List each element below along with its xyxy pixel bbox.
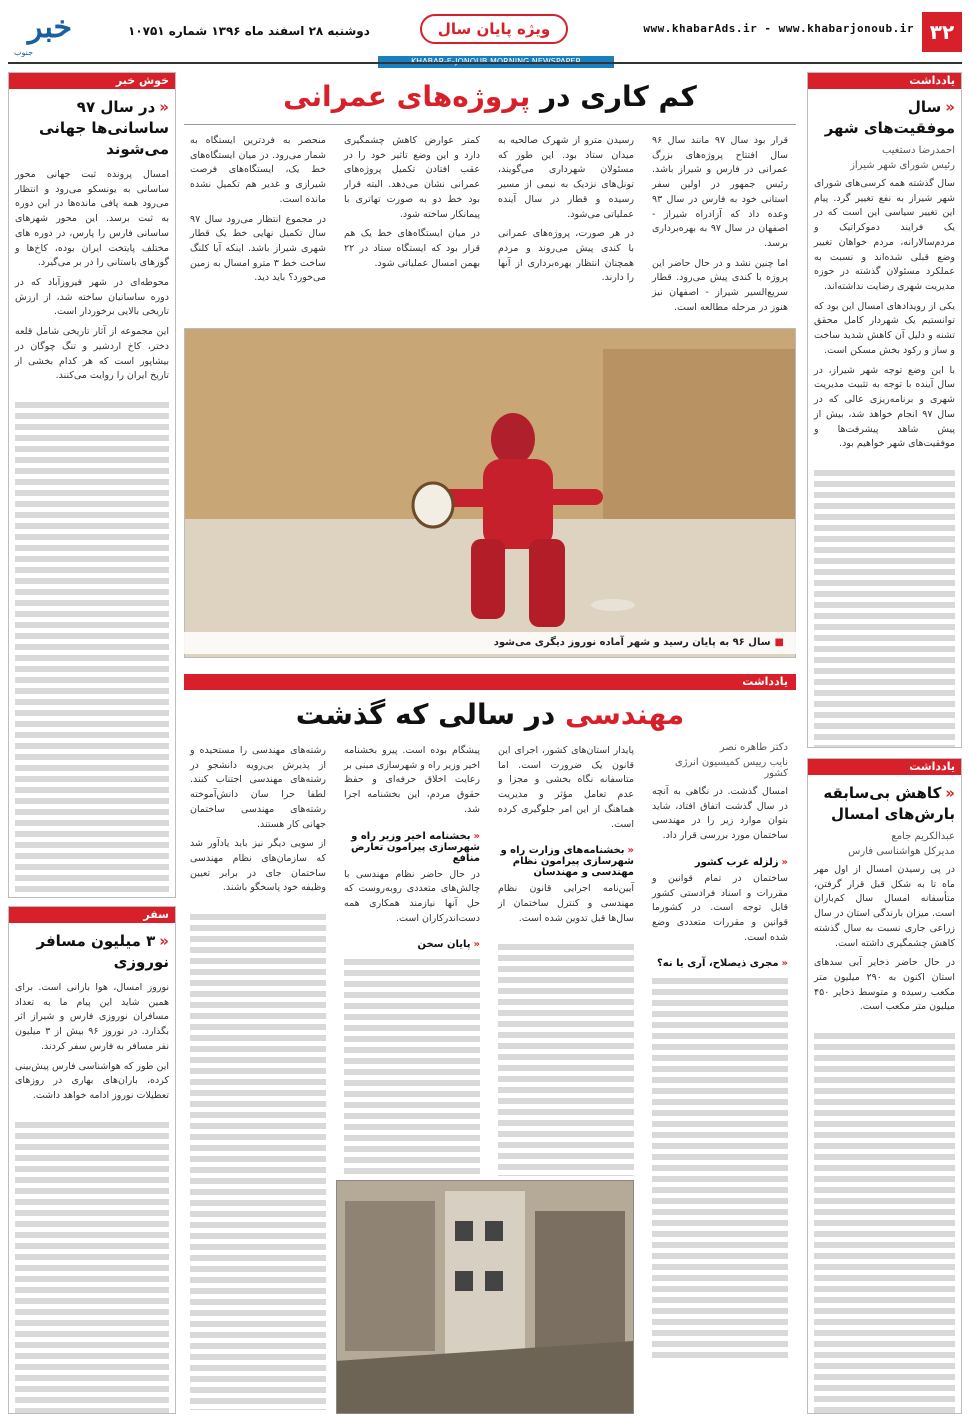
- left-column: [8, 72, 176, 898]
- subhead: [646, 954, 794, 969]
- masthead: [8, 8, 962, 68]
- paragraph: در پی رسیدن امسال از اول مهر ماه تا به شکل قبل قرار گرفتن، متأسفانه امسال سال کم‌باران است. میزان بارندگی استان در سال زراعی جاری نسبت به سال گذشته کاهش چشمگیری داشته است.: [814, 864, 955, 949]
- text-filler: [9, 393, 175, 898]
- paragraph: سال گذشته همه کرسی‌های شورای شهر شیراز به نفع تغییر گرد. پیام این تغییر سیاسی این است که در یک فرایند دموکراتیک و مردم‌سالارانه، مردم خواهان تغییر وضع قبلی شده‌اند و نسبت به عملکرد مسئولان گذشته در حوزه مدیریت شهری رضایت نداشته‌اند.: [814, 178, 955, 293]
- subhead-text: مجری ذیصلاح، آری یا نه؟: [657, 958, 779, 970]
- main-headline: [184, 80, 796, 113]
- main-photo: [184, 328, 796, 658]
- text-filler: [808, 1024, 961, 1414]
- second-author-name: دکتر طاهره نصر: [719, 742, 788, 753]
- paragraph: از سویی دیگر نیز باید یادآور شد که سازمان‌های نظام مهندسی ساختمان جای در برابر تعیین وظیفه خود پاسخگو باشند.: [190, 838, 326, 894]
- second-author-role: نایب رییس کمیسیون انرژی کشور: [674, 757, 788, 779]
- second-article-col-1: [646, 740, 794, 1410]
- paragraph: ساختمان در تمام قوانین و مقررات و اسناد فرادستی کشور قابل توجه است. در کشورما قوانین و مقررات متعددی وضع شده است.: [652, 872, 788, 943]
- text-filler: [808, 461, 961, 748]
- chevron-icon: «: [945, 98, 955, 116]
- photo-caption-text: سال ۹۶ به پایان رسید و شهر آماده نوروز دیگری می‌شود: [493, 637, 771, 648]
- subhead: [492, 841, 640, 878]
- right-column-2-title: [808, 775, 961, 829]
- paragraph: امسال گذشت. در نگاهی به آنچه در سال گذشت اتفاق افتاد، شاید بتوان موارد زیر را در مهندسی ساختمان مورد بررسی قرار داد.: [652, 786, 788, 842]
- left-column-2-title: [9, 923, 175, 977]
- paragraph: این طور که هواشناسی فارس پیش‌بینی کرده، باران‌های بهاری در روزهای تعطیلات نوروز ادامه خواهد داشت.: [15, 1060, 169, 1102]
- earthquake-photo: [336, 1180, 634, 1414]
- left-column-title-text: در سال ۹۷ ساسانی‌ها جهانی می‌شوند: [39, 98, 169, 158]
- paragraph: آیین‌نامه اجرایی قانون نظام مهندسی و کنترل ساختمان از سال‌ها قبل تدوین شده است.: [498, 883, 634, 924]
- second-col-2-body: [492, 740, 640, 841]
- second-col-1-body: [646, 781, 794, 853]
- second-headline-highlight: مهندسی: [564, 698, 685, 731]
- second-headline: [184, 698, 796, 731]
- text-filler: [338, 950, 486, 1176]
- paragraph: با این وضع توجه شهر شیراز، در سال آینده با توجه به تثبیت مدیریت شهری و برنامه‌ریزی عالی که در سال ۹۷ انجام خواهد شد، بیش از پیش شاهد پیشرفت‌ها و موفقیت‌های شهر خواهیم بود.: [814, 364, 955, 450]
- newspaper-logo-sub: جنوب: [14, 48, 34, 57]
- paragraph: یکی از رویدادهای امسال این بود که توانستیم یک شهردار کامل محقق تشنه و دلیل آن کاهش شدید ساخت و ساز و رکود بخش مسکن است.: [814, 300, 955, 356]
- left-column-body: [9, 164, 175, 393]
- photo-caption: [184, 632, 796, 654]
- subhead-text: بخشنامه‌های وزارت راه و شهرسازی پیرامون نظام مهندسی و مهندسان: [500, 845, 634, 879]
- second-article-bar: یادداشت: [184, 674, 796, 690]
- right-column-title-text: سال موفقیت‌های شهر: [824, 98, 955, 137]
- paragraph: رشته‌های مهندسی را مستحیده و از پذیرش بی‌رویه دانشجو در رشته‌های مهندسی اجتناب کنند. لطفا حرا سان دانش‌آموخته رشته‌های مهندسی ساختمان جهانی کار هستند.: [190, 745, 326, 830]
- date-issue: دوشنبه ۲۸ اسفند ماه ۱۳۹۶ شماره ۱۰۷۵۱: [128, 24, 370, 38]
- text-filler: [9, 1113, 175, 1414]
- paragraph: در مجموع انتظار می‌رود سال ۹۷ سال تکمیل نهایی خط یک قطار شهری شیراز باشد. اینکه آیا کلنگ ساخت خط ۳ مترو امسال به زمین می‌خورد؟ باید دید.: [190, 213, 326, 284]
- left-column-2-body: [9, 977, 175, 1113]
- text-filler: [646, 969, 794, 1367]
- left-column-2: [8, 906, 176, 1414]
- second-headline-rest: در سالی که گذشت: [295, 698, 565, 731]
- second-col-1-body-2: [646, 868, 794, 955]
- paragraph: در حال حاضر نظام مهندسی با چالش‌های متعددی روبه‌روست که حل آنها نیازمند همکاری همه دست‌اندرکاران است.: [344, 868, 480, 924]
- paragraph: این مجموعه از آثار تاریخی شامل قلعه دختر، کاخ اردشیر و تنگ چوگان در بیشاپور است که هر کدام بخشی از تاریخ ایران را روایت می‌کنند.: [15, 326, 169, 382]
- subhead-text: زلزله غرب کشور: [694, 856, 779, 868]
- paragraph: امسال پرونده ثبت جهانی محور ساسانی به یونسکو می‌رود و انتظار می‌رود همه پافی مانده‌ها در این دوره به ثبت برسد. این محور شهرهای ساسانی فارس را پارس، در دوره های مختلف پایتخت ایران بوده، کاخ‌ها و گورهای باستانی را در بر می‌گیرد.: [15, 169, 169, 269]
- text-filler: [492, 935, 640, 1176]
- right-column-bar: یادداشت: [808, 73, 961, 89]
- right-column-body: [808, 173, 961, 461]
- paragraph: محوطه‌ای در شهر فیروزآباد که در دوره ساسانیان ساخته شد، از ارزش تاریخی بالایی برخوردار است.: [15, 277, 169, 318]
- page-number: ۳۲: [922, 12, 962, 52]
- chevron-icon: «: [945, 784, 955, 802]
- paragraph: رسیدن مترو از شهرک صالحیه به میدان ستاد بود. این طور که مسئولان شهرداری می‌گویند، تونل‌های نزدیک به نیمی از مسیر رسیده و قطار در سال آینده عملیاتی می‌شود.: [498, 135, 634, 220]
- paragraph: پایدار استان‌های کشور، اجرای این قانون یک ضرورت است. اما متاسفانه نگاه بخشی و مجزا و عدم تعامل مؤثر و مدیریت هماهنگ از این امر جلوگیری کرده است.: [498, 745, 634, 830]
- left-column-bar: خوش خبر: [9, 73, 175, 89]
- main-article-col-4: [184, 130, 332, 320]
- left-column-2-title-text: ۳ میلیون مسافر نوروزی: [36, 932, 169, 971]
- second-col-3-body-2: [338, 864, 486, 936]
- paragraph: اما چنین نشد و در حال حاضر این پروژه با کندی پیش می‌رود. قطار سریع‌السیر شیراز - اصفهان نیز هنوز در مرحله مطالعه است.: [652, 257, 788, 313]
- text-filler: [184, 905, 332, 1410]
- chevron-icon: «: [159, 98, 169, 116]
- subhead: [646, 853, 794, 868]
- right-author-name: احمدرضا دستغیب: [881, 145, 955, 156]
- paragraph: در میان ایستگاه‌های خط یک هم قرار بود که ایستگاه ستاد در ۲۲ بهمن امسال عملیاتی شود.: [344, 228, 480, 269]
- main-article-col-2: [492, 130, 640, 320]
- subhead: [338, 935, 486, 950]
- paragraph: قرار بود سال ۹۷ مانند سال ۹۶ سال افتتاح پروژه‌های بزرگ عمرانی در فارس و شیراز باشد. رئیس جمهور در اولین سفر استانی خود به فارس در سال ۹۳ وعده داد که آزادراه شیراز - اصفهان در سال ۹۷ به بهره‌برداری برسد.: [652, 135, 788, 250]
- chevron-icon: «: [159, 932, 169, 950]
- subhead-text: بخشنامه اخیر وزیر راه و شهرسازی پیرامون تعارض منافع: [351, 830, 480, 864]
- left-column-title: [9, 89, 175, 164]
- right-column-2-title-text: کاهش بی‌سابقه بارش‌های امسال: [823, 784, 955, 823]
- right-column-2: [807, 758, 962, 1414]
- paragraph: در هر صورت، پروژه‌های عمرانی با کندی پیش می‌روند و مردم همچنان انتظار بهره‌برداری از آنها را دارند.: [498, 228, 634, 284]
- right-column-2-bar: یادداشت: [808, 759, 961, 775]
- paragraph: منحصر به فردترین ایستگاه به شمار می‌رود. در میان ایستگاه‌های خط یک، ایستگاه‌های فرصت شیرازی و غدیر هم تکمیل نشده مانده است.: [190, 135, 326, 205]
- newspaper-logo: خبر: [27, 10, 73, 45]
- second-article-col-4: [184, 740, 332, 1410]
- paragraph: کمتر عوارض کاهش چشمگیری دارد و این وضع تاثیر خود را در عقب افتادن تکمیل پروژه‌های عمرانی نشان می‌دهد. البته قرار بود خط دو به صورت تهاتری با پیمانکار ساخته شود.: [344, 135, 480, 220]
- site-urls[interactable]: www.khabarAds.ir - www.khabarjonoub.ir: [643, 22, 914, 35]
- main-article-col-3: [338, 130, 486, 320]
- chevron-icon: «: [473, 939, 480, 951]
- right-author2-role: مدیرکل هواشناسی فارس: [848, 846, 955, 857]
- right-author2-name: عبدالکریم جامع: [891, 831, 955, 842]
- paragraph: پیشگام بوده است. پیرو بخشنامه اخیر وزیر راه و شهرسازی مبنی بر رعایت اخلاق حرفه‌ای و حفظ حقوق مردم، این بخشنامه اجرا شد.: [344, 745, 480, 815]
- section-label: ویژه پایان سال: [420, 14, 568, 44]
- right-column: [807, 72, 962, 748]
- subhead-text: پایان سخن: [417, 939, 471, 951]
- main-article-col-1: [646, 130, 794, 320]
- right-author-role: رئیس شورای شهر شیراز: [850, 160, 955, 171]
- right-column-2-body: [808, 859, 961, 1024]
- paragraph: در حال حاضر ذخایر آبی سدهای استان اکنون به ۲۹۰ میلیون متر مکعب رسیده و متوسط ذخایر ۴۵۰ میلیون متر مکعب است.: [814, 957, 956, 1013]
- second-article-col-2: [492, 740, 640, 1176]
- second-col-4-body: [184, 740, 332, 905]
- chevron-icon: «: [781, 856, 788, 868]
- right-column-title: [808, 89, 961, 143]
- subhead: [338, 827, 486, 864]
- caption-bullet-icon: ■: [774, 637, 784, 648]
- second-article-col-3: [338, 740, 486, 1176]
- damaged-building-illustration: [336, 1181, 633, 1414]
- masthead-rule: [8, 62, 962, 64]
- main-headline-highlight: پروژه‌های عمرانی: [283, 80, 531, 113]
- main-headline-prefix: کم کاری در: [530, 80, 697, 113]
- chevron-icon: «: [473, 830, 480, 842]
- second-col-2-body-2: [492, 878, 640, 935]
- left-column-2-bar: سفر: [9, 907, 175, 923]
- divider: [184, 124, 796, 125]
- second-col-3-body: [338, 740, 486, 827]
- chevron-icon: «: [627, 845, 634, 857]
- performer-photo-illustration: [184, 329, 795, 658]
- paragraph: نوروز امسال، هوا بارانی است. برای همین شاید این پیام ما به تعداد مسافران نوروزی فارس و شیراز اثر بگذارد. در نوروز ۹۶ بیش از ۳ میلیون نفر مسافر به فارس سفر کردند.: [15, 982, 170, 1052]
- chevron-icon: «: [781, 958, 788, 970]
